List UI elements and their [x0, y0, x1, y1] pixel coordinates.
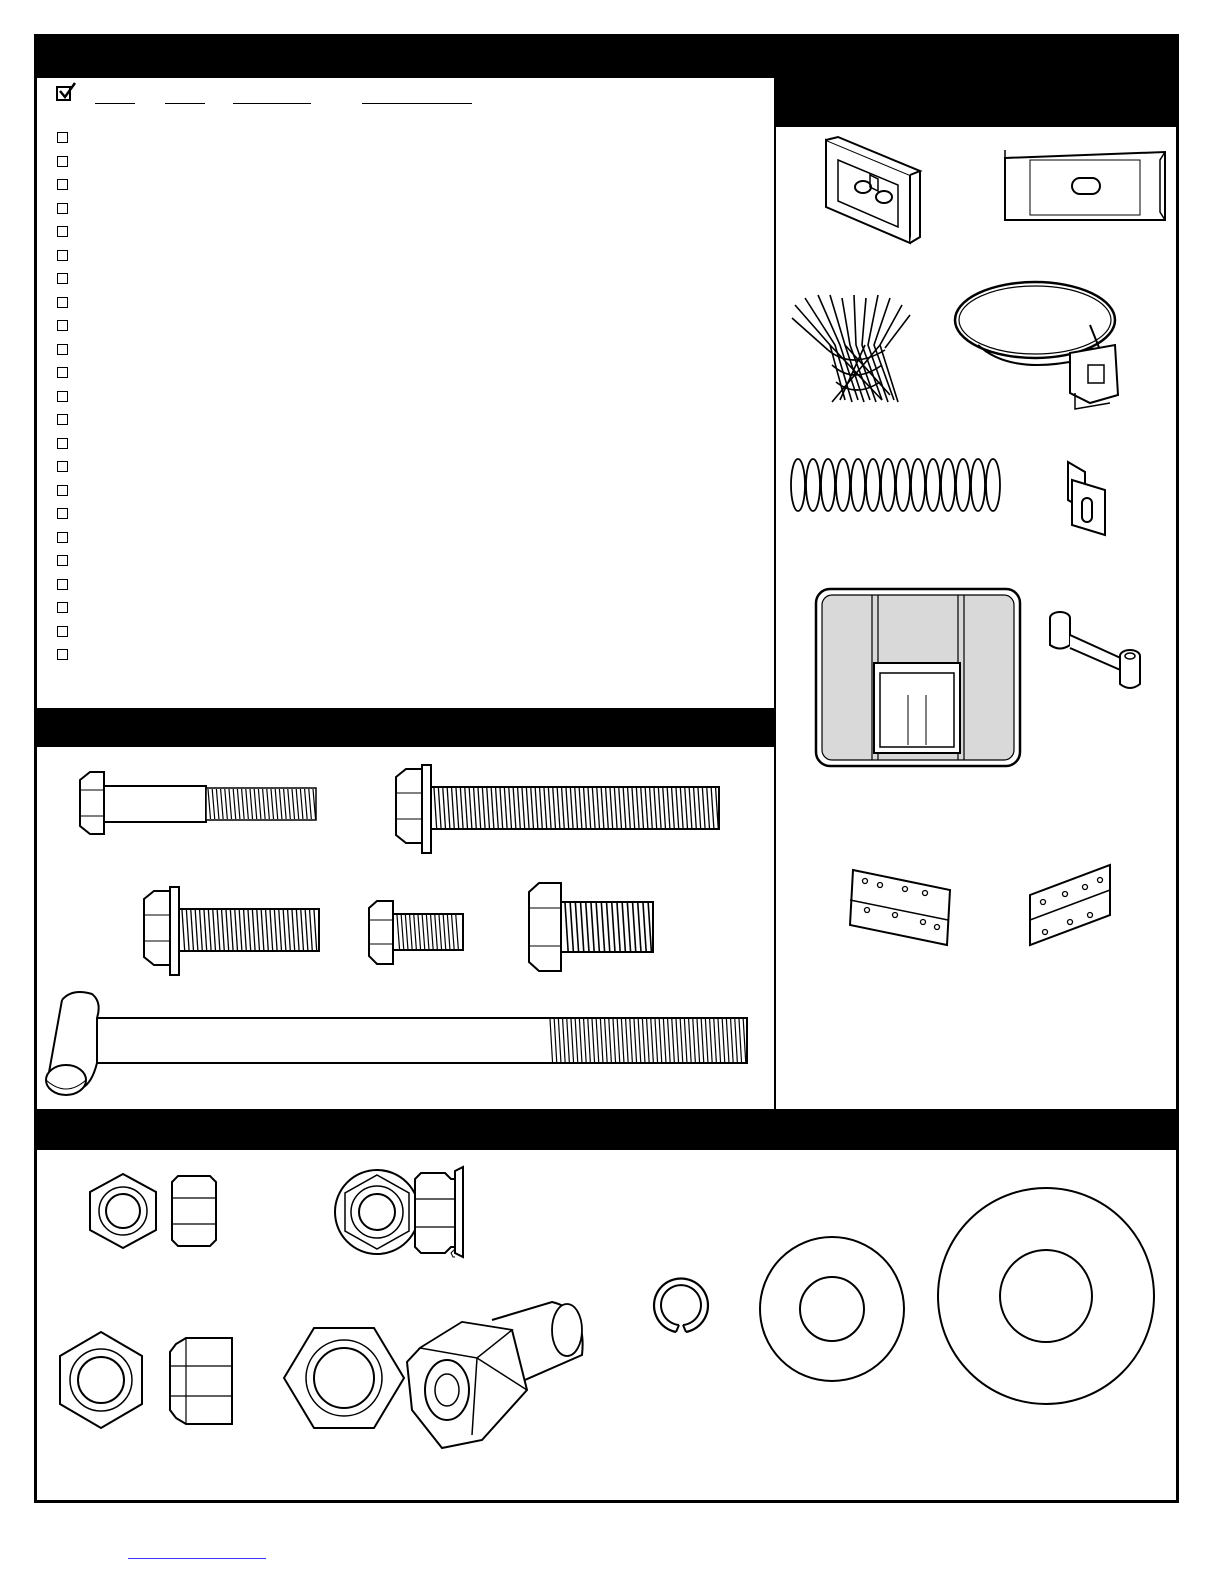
small-washer-icon: [757, 1234, 907, 1384]
hex-bolt-long-icon: [78, 770, 323, 840]
checklist-row-checkbox[interactable]: [57, 297, 68, 308]
rim-bracket-icon: [818, 135, 933, 245]
checklist-row-checkbox[interactable]: [57, 532, 68, 543]
checklist-row-checkbox[interactable]: [57, 485, 68, 496]
checklist-row-checkbox[interactable]: [57, 579, 68, 590]
spring-icon: [790, 455, 1015, 515]
l-bolt-icon: [42, 988, 757, 1098]
footer-link-underline[interactable]: [128, 1558, 266, 1559]
column-header-line-3: [233, 103, 311, 104]
rim-icon: [950, 275, 1140, 413]
checklist-row-checkbox[interactable]: [57, 461, 68, 472]
parts-header-bar: [775, 78, 1176, 127]
checklist-row-checkbox[interactable]: [57, 320, 68, 331]
checklist-row-checkbox[interactable]: [57, 250, 68, 261]
hex-nut-icon: [88, 1172, 228, 1252]
checklist-row-checkbox[interactable]: [57, 555, 68, 566]
channel-bracket-icon: [1000, 150, 1170, 225]
checklist-row-checkbox[interactable]: [57, 367, 68, 378]
bolts-header-bar: [37, 708, 775, 747]
checklist-row-checkbox[interactable]: [57, 438, 68, 449]
top-header-bar: [37, 37, 1176, 78]
column-header-line-2: [165, 103, 205, 104]
flange-nut-icon: [333, 1165, 503, 1260]
checklist-row-checkbox[interactable]: [57, 226, 68, 237]
column-divider: [774, 78, 776, 1110]
large-washer-icon: [935, 1185, 1157, 1407]
extension-arm-icon: [1045, 610, 1145, 695]
checklist-row-checkbox[interactable]: [57, 179, 68, 190]
lock-nut-icon: [58, 1330, 243, 1430]
flange-bolt-extra-long-icon: [392, 763, 727, 855]
hex-bolt-large-short-icon: [525, 880, 660, 975]
column-header-line-4: [362, 103, 472, 104]
checklist-row-checkbox[interactable]: [57, 273, 68, 284]
mounting-plate-right-icon: [1025, 860, 1115, 950]
checklist-row-checkbox[interactable]: [57, 508, 68, 519]
checklist-row-checkbox[interactable]: [57, 156, 68, 167]
mounting-plate-left-icon: [845, 865, 955, 950]
checklist-row-checkbox[interactable]: [57, 344, 68, 355]
checklist-row-checkbox[interactable]: [57, 414, 68, 425]
flange-bolt-medium-icon: [140, 885, 325, 977]
hex-bolt-short-icon: [365, 898, 470, 968]
retaining-ring-icon: [650, 1275, 712, 1337]
checklist-row-checkbox[interactable]: [57, 602, 68, 613]
net-icon: [790, 290, 915, 408]
checklist-row-checkbox[interactable]: [57, 391, 68, 402]
checkmark-icon: [58, 82, 78, 102]
hardware-header-bar: [37, 1109, 1176, 1150]
checklist-row-checkbox[interactable]: [57, 626, 68, 637]
clip-bracket-icon: [1060, 460, 1115, 540]
barrel-nut-icon: [282, 1300, 597, 1450]
backboard-icon: [812, 585, 1024, 770]
checklist-row-checkbox[interactable]: [57, 203, 68, 214]
checklist-row-checkbox[interactable]: [57, 649, 68, 660]
checklist-row-checkbox[interactable]: [57, 132, 68, 143]
column-header-line-1: [95, 103, 135, 104]
